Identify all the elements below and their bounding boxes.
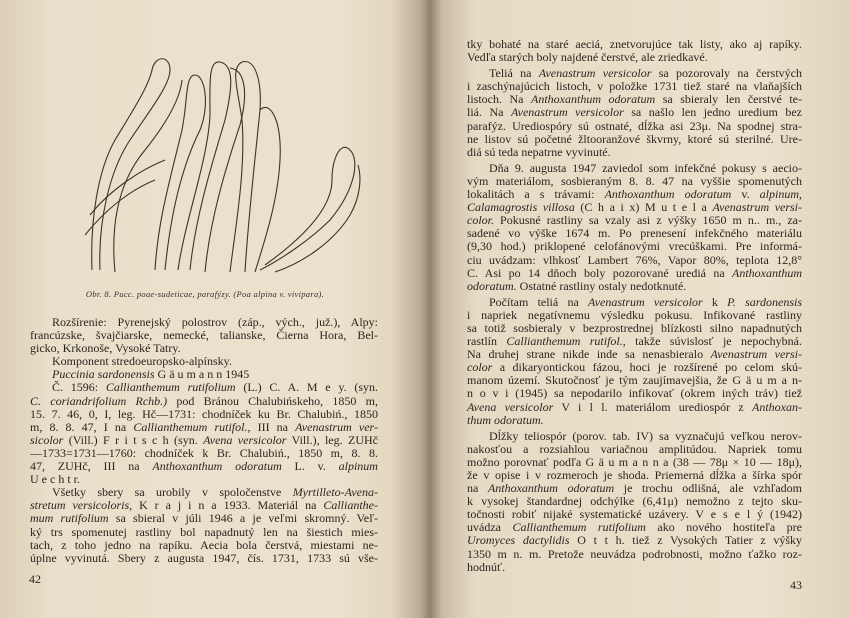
italic-text: Myrtilleto-Avena- [292,485,378,500]
italic-text: Anthoxan- [752,399,803,414]
italic-text: Avenastrum versicolor [510,105,624,120]
paragraph [467,162,802,293]
italic-text: Callianthemum rutifol. [506,334,623,349]
italic-text: Avenastrum ver- [295,419,378,434]
italic-text: Anthoxanthum odoratum [487,481,615,496]
text-line [30,460,378,473]
italic-text: Avenastrum versi- [712,200,803,215]
paragraph [30,316,378,355]
text: a dikaryontickou fázou, hoci je rozšírené po celom skú- [492,360,802,375]
text-line [467,561,802,574]
text: Rozšírenie: Pyrenejský polostrov (záp., vých., juž.), Alpy: [52,315,378,329]
text: liá. Na [467,105,511,120]
text: listoch. Na [467,92,532,107]
page-number: 42 [29,572,41,586]
paragraph [467,430,802,574]
text: Ostatné rastliny ostaly nedotknuté. [516,278,687,293]
italic-text: Calamagrostis villosa [467,200,575,215]
text: (9,30 hod.) priklopené celofánovými vrecúškami. Pre informá- [467,239,802,254]
italic-text: Anthoxanthum odoratum [604,187,732,202]
text: rastlín [467,334,507,349]
text: uvádza [467,520,513,535]
italic-text: Avena versicolor [203,432,287,447]
text: Č. 1596: [52,380,106,395]
text: i zaschýnajúcich listoch, v položke 1731 tiež staré na vlaňajších [467,79,802,94]
text: ký trs spomenutej rastliny bol napadnutý len na šiestich mies- [30,524,378,539]
italic-text: thum odoratum. [467,412,544,427]
text: Dĺžky teliospór (porov. tab. IV) sa vyznačujú veľkou nerov- [489,428,802,443]
text: U e c h t r. [30,472,80,487]
text: diá sú teda nepatrne vyvinuté. [467,144,611,159]
text: G ä u m a n n 1945 [154,367,250,382]
italic-text: color [467,360,493,375]
italic-text: Callianthemum rutifolium [105,380,236,395]
text: francúzske, švajčiarske, nemecké, talianske, Čierna Hora, Bel- [30,328,378,343]
text: 15. 7. 46, 0, I, leg. Hč—1731: chodníček ku Br. Chalubiń., 1850 [30,406,378,421]
text: lokalitách a s trávami: [467,187,605,202]
right-page-text [467,38,802,577]
text: Vill.), leg. ZUHč [286,432,378,447]
text: v. [731,187,760,202]
text: O t t h. tiež z Vysokých Tatier z výšky [569,533,802,548]
paragraph [30,381,378,486]
text-line [467,414,802,427]
text: ako nového hostiteľa pre [645,520,802,535]
text: C. Asi po 14 dňoch boly pozorované urediá na [467,265,732,280]
italic-text: alpinum [338,459,378,474]
text: gicko, Krkonoše, Vysoké Tatry. [30,341,181,356]
text: Vedľa starých boly najdené čerstvé, ale zriedkavé. [467,50,708,65]
text: ne listov sú početné žltooranžové škvrny, ktoré sú sterilné. Ure- [467,131,802,146]
text: L. v. [281,459,339,474]
text: úplne vyvinutá. Sbery z augusta 1947, čís. 1731, 1733 sú vše- [30,550,378,565]
text: nakosťou a rozsiahlou variačnou amplitúdou. Napriek tomu [467,441,802,456]
paragraph [467,67,802,159]
text: hodnúť. [467,559,506,574]
text: V i l l. materiálom urediospór z [553,399,753,414]
paragraph [467,38,802,64]
paragraph [467,296,802,427]
text: 1350 m n. m. Pretože neuvádza podrobnosti, možno ťažko roz- [467,546,802,561]
text-line [467,146,802,159]
left-page-text [30,316,378,565]
text: parafýz. Urediospóry sú ostnaté, dĺžka asi 23μ. Na spodnej stra- [467,118,802,133]
italic-text: Callianthemum rutifolium [512,520,646,535]
italic-text: color. [467,213,494,228]
text: vým materiálom, sosbieraným 8. 8. 47 na vyššie spomenutých [467,173,802,188]
text: Komponent stredoeuropsko-alpínsky. [52,354,232,369]
text-line [30,552,378,565]
text: i napriek negatívnemu výsledku pokusu. Infikované rastliny [467,307,802,322]
text: Počítam teliá na [489,294,589,309]
italic-text: Avena versicolor [467,399,554,414]
text-line [467,548,802,561]
italic-text: Avenastrum versicolor [538,66,652,81]
text: Všetky sbery sa urobily v spoločenstve [52,485,293,500]
italic-text: sicolor [30,432,64,447]
text: sa našlo len jedno uredium bez [623,105,802,120]
text: , takže súvislosť je nepochybná. [622,334,802,349]
text-line [467,280,802,293]
paragraph [30,486,378,565]
italic-text: stretum versicoloris [30,498,130,513]
italic-text: Puccinia sardonensis [52,367,155,382]
italic-text: Anthoxanthum odoratum [152,459,282,474]
text: 47, ZUHč, III na [30,459,153,474]
text: —1733=1731—1760: chodníček k Br. Chalubiń., 1850 m, 8. 8. [30,445,378,460]
italic-text: Anthoxanthum [732,265,802,280]
text: (L.) C. A. M e y. (syn. [235,380,378,395]
text: n o v i (1945) sa nepodarilo infikovať (okrem iných tráv) tiež [467,386,802,401]
text: tky bohaté na staré aeciá, znetvorujúce tak listy, ako aj rapíky. [467,37,802,51]
italic-text: Uromyces dactylidis [467,533,570,548]
text: na [467,481,488,496]
text: (C h a i x) M u t e l a [574,200,713,215]
text-line [467,51,802,64]
text: sa totiž sosbieraly v bezprostrednej blízkosti silno napadnutých [467,320,802,335]
text: že v opise i v rozmeroch je shoda. Priemerná dĺžka a šírka spór [467,468,802,482]
text: ciu uvádzam: vlhkosť Lambert 76%, Vapor 80%, teplota 12,8° [467,252,802,267]
text: manom území. Skutočnosť je tým zaujímavejšia, že G ä u m a n- [467,373,802,388]
text: tach, z toho jedno na rapíku. Aecia bola čerstvá, miestami ne- [30,537,378,552]
text: k vysokej štandardnej odchýlke (6,41μ) nemožno z tejto sku- [467,494,802,509]
text: možno porovnať podľa G ä u m a n n a (38 — 78μ × 10 — 18μ), [467,454,802,469]
italic-text: Avenastrum versi- [710,347,802,362]
text: (Vill.) F r i t s c h (syn. [63,432,204,447]
text: Teliá na [489,66,539,81]
text: Pokusné rastliny sa vzaly asi z výšky 1650 m n.. m., za- [494,213,802,228]
text: pod Bránou Chalubińskeho, 1850 m, [167,393,378,408]
paraphyses-illustration [70,40,370,280]
italic-text: C. coriandrifolium Rchb.) [30,393,168,408]
text: sa sbieral v júli 1946 a je veľmi skromný. Veľ- [108,511,379,526]
italic-text: P. sardonensis [727,294,802,309]
text: sa sbieraly len čerstvé te- [655,92,802,107]
figure-caption: Obr. 8. Pucc. poae-sudeticae, parafýzy. (Poa alpina v. vivipara). [85,289,325,299]
italic-text: Callianthemum rutifol. [133,419,248,434]
text: točnosti robiť nijaké systematické uzávery. V e s e l ý (1942) [467,507,802,522]
italic-text: odoratum. [467,278,517,293]
text: je trochu odlišná, ale vzhľadom [614,481,803,496]
text: sadené vo výške 1674 m. Po prenesení infekčného materiálu [467,226,802,241]
text: m, 8. 8. 47, I na [30,419,134,434]
text: k [702,294,728,309]
italic-text: alpinum, [759,187,802,202]
text: sa pozorovaly na čerstvých [651,66,802,81]
text: Na druhej strane nikde inde sa nenasbieralo [467,347,711,362]
text: Dňa 9. augusta 1947 zaviedol som infekčné pokusy s aecio- [489,160,802,175]
text: , III na [247,419,296,434]
text: , K r a j i n a 1933. Materiál na [129,498,324,513]
italic-text: Anthoxanthum odoratum [531,92,656,107]
italic-text: Callianthe- [323,498,378,513]
italic-text: Avenastrum versicolor [588,294,703,309]
italic-text: mum rutifolium [30,511,109,526]
page-number: 43 [790,578,802,592]
